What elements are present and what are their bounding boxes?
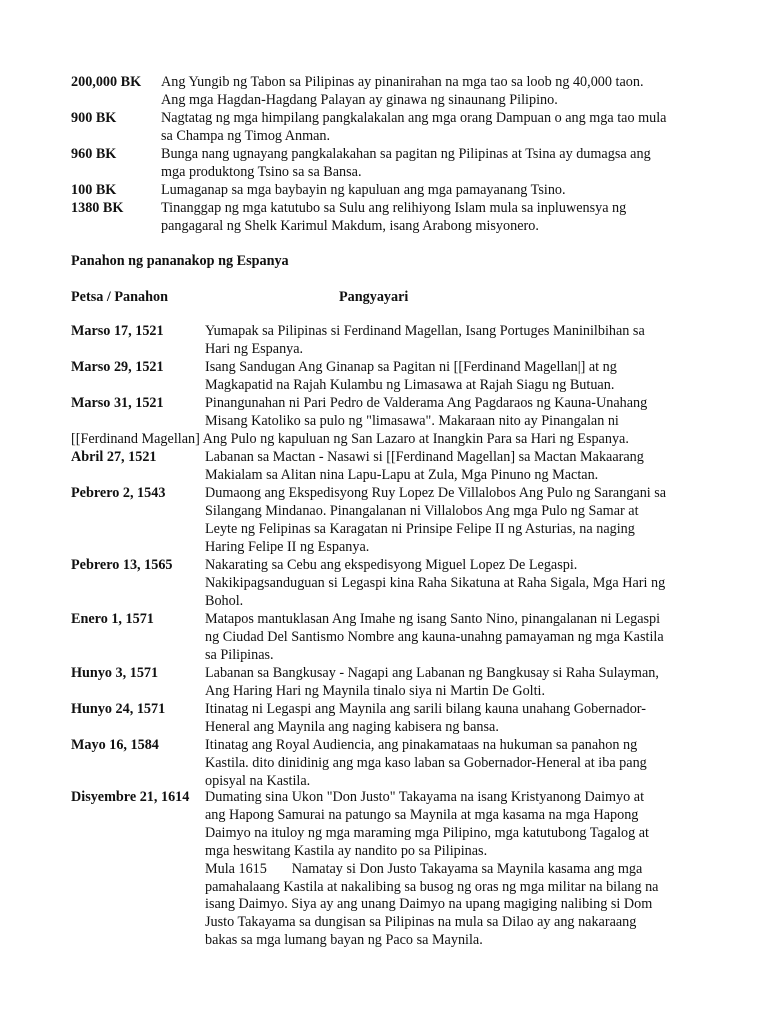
event-line: Itinatag ang Royal Audiencia, ang pinakamataas na hukuman sa panahon ng <box>205 737 638 753</box>
event-line: Ang mga Hagdan-Hagdang Palayan ay ginawa ng sinaunang Pilipino. <box>161 91 558 108</box>
event-date: Pebrero 13, 1565 <box>71 557 173 573</box>
event-line: Heneral ang Maynila ang naging kabisera ng bansa. <box>205 718 499 735</box>
event-date: Hunyo 24, 1571 <box>71 701 166 717</box>
event-date: Abril 27, 1521 <box>71 449 157 465</box>
event-line: Kastila. dito dinidinig ang mga kaso laban sa Gobernador-Heneral at iba pang <box>205 754 647 771</box>
event-line: Bunga nang ugnayang pangkalakahan sa pagitan ng Pilipinas at Tsina ay dumagsa ang <box>161 146 651 162</box>
event-description <box>205 701 728 737</box>
event-line: Nagtatag ng mga himpilang pangkalakalan ang mga orang Dampuan o ang mga tao mula <box>161 110 667 126</box>
event-description <box>161 74 728 110</box>
event-line: Makialam sa Alitan nina Lapu-Lapu at Zula, Mga Pinuno ng Mactan. <box>205 466 599 483</box>
event-line: opisyal na Kastila. <box>205 772 311 789</box>
event-description <box>205 395 728 431</box>
event-line: Mula 1615 Namatay si Don Justo Takayama sa Maynila kasama ang mga <box>205 860 643 877</box>
event-line: pamahalaang Kastila at nakalibing sa busog ng oras ng mga militar na bilang na <box>205 878 659 895</box>
event-description <box>205 611 728 665</box>
event-line: Isang Sandugan Ang Ginanap sa Pagitan ni [[Ferdinand Magellan|] at ng <box>205 359 617 375</box>
event-line: pangagaral ng Shelk Karimul Makdum, isang Arabong misyonero. <box>161 217 539 234</box>
event-date: 900 BK <box>71 110 117 126</box>
event-line-continued: [[Ferdinand Magellan] Ang Pulo ng kapuluan ng San Lazaro at Inangkin Para sa Hari ng Espanya. <box>71 431 629 447</box>
event-line: mga produktong Tsino sa sa Bansa. <box>161 163 362 180</box>
event-description <box>161 200 728 236</box>
event-date: Marso 31, 1521 <box>71 395 164 411</box>
event-description <box>161 182 728 200</box>
event-date: Mayo 16, 1584 <box>71 737 159 753</box>
event-description <box>161 146 728 182</box>
event-line: Nakikipagsanduguan si Legaspi kina Raha Sikatuna at Raha Sigala, Mga Hari ng <box>205 574 666 591</box>
event-line: sa Champa ng Timog Anman. <box>161 127 331 144</box>
event-description <box>205 485 728 557</box>
event-date: 100 BK <box>71 182 117 198</box>
event-description <box>205 665 728 701</box>
event-line: Labanan sa Bangkusay - Nagapi ang Labanan ng Bangkusay si Raha Sulayman, <box>205 665 659 681</box>
column-header-date: Petsa / Panahon <box>71 289 168 305</box>
section-title: Panahon ng pananakop ng Espanya <box>71 253 289 269</box>
event-description <box>205 557 728 611</box>
event-line: mga heswitang Kastila ay nandito po sa Pilipinas. <box>205 842 488 859</box>
event-line: Ang Yungib ng Tabon sa Pilipinas ay pinanirahan na mga tao sa loob ng 40,000 taon. <box>161 74 644 90</box>
event-description <box>161 110 728 146</box>
event-line: Leyte ng Felipinas sa Karagatan ni Prinsipe Felipe II ng Asturias, na naging <box>205 520 635 537</box>
event-line: Pinangunahan ni Pari Pedro de Valderama Ang Pagdaraos ng Kauna-Unahang <box>205 395 648 411</box>
event-line: Yumapak sa Pilipinas si Ferdinand Magellan, Isang Portuges Maninilbihan sa <box>205 323 645 339</box>
event-line: ang Hapong Samurai na patungo sa Maynila at mga kasama na mga Hapong <box>205 806 639 823</box>
event-line: Dumating sina Ukon "Don Justo" Takayama na isang Kristyanong Daimyo at <box>205 789 645 805</box>
event-line: Matapos mantuklasan Ang Imahe ng isang Santo Nino, pinangalanan ni Legaspi <box>205 611 661 627</box>
event-description <box>205 323 728 359</box>
event-description <box>205 449 728 485</box>
event-line: bakas sa mga lumang bayan ng Paco sa Maynila. <box>205 932 483 949</box>
event-line: Daimyo na ituloy ng mga maraming mga Pilipino, mga katutubong Tagalog at <box>205 824 650 841</box>
event-date: Hunyo 3, 1571 <box>71 665 159 681</box>
event-date: 1380 BK <box>71 200 124 216</box>
event-description <box>205 737 728 791</box>
event-line: Justo Takayama sa dungisan sa Pilipinas na mula sa Dilao ay ang nakaraang <box>205 914 637 931</box>
column-header-event: Pangyayari <box>339 289 409 305</box>
event-description <box>205 789 728 950</box>
event-line: Hari ng Espanya. <box>205 340 304 357</box>
event-line: Magkapatid na Rajah Kulambu ng Limasawa at Rajah Siagu ng Butuan. <box>205 376 615 393</box>
event-line: Tinanggap ng mga katutubo sa Sulu ang relihiyong Islam mula sa inpluwensya ng <box>161 200 627 216</box>
event-description <box>205 359 728 395</box>
event-line: Ang Haring Hari ng Maynila tinalo siya ni Martin De Golti. <box>205 682 546 699</box>
event-date: Marso 29, 1521 <box>71 359 164 375</box>
event-line: isang Daimyo. Siya ay ang unang Daimyo na upang magiging nalibing si Dom <box>205 896 653 913</box>
event-line: Bohol. <box>205 592 244 609</box>
event-date: Marso 17, 1521 <box>71 323 164 339</box>
event-line: ng Ciudad Del Santismo Nombre ang kauna-unahng pamayaman ng mga Kastila <box>205 628 664 645</box>
event-date: Disyembre 21, 1614 <box>71 789 190 805</box>
event-line: Labanan sa Mactan - Nasawi si [[Ferdinand Magellan] sa Mactan Makaarang <box>205 449 644 465</box>
event-line: Lumaganap sa mga baybayin ng kapuluan ang mga pamayanang Tsino. <box>161 182 566 198</box>
event-line: Silangang Mindanao. Pinangalanan ni Villalobos Ang mga Pulo ng Samar at <box>205 502 639 519</box>
event-date: 960 BK <box>71 146 117 162</box>
event-date: Pebrero 2, 1543 <box>71 485 166 501</box>
event-line: Itinatag ni Legaspi ang Maynila ang sarili bilang kauna unahang Gobernador- <box>205 701 646 717</box>
event-line: Nakarating sa Cebu ang ekspedisyong Miguel Lopez De Legaspi. <box>205 557 578 573</box>
event-line: sa Pilipinas. <box>205 646 274 663</box>
event-line: Haring Felipe II ng Espanya. <box>205 538 370 555</box>
event-line: Dumaong ang Ekspedisyong Ruy Lopez De Villalobos Ang Pulo ng Sarangani sa <box>205 485 667 501</box>
event-line: Misang Katoliko sa pulo ng "limasawa". Makaraan nito ay Pinangalan ni <box>205 412 619 429</box>
event-date: 200,000 BK <box>71 74 142 90</box>
event-date: Enero 1, 1571 <box>71 611 154 627</box>
